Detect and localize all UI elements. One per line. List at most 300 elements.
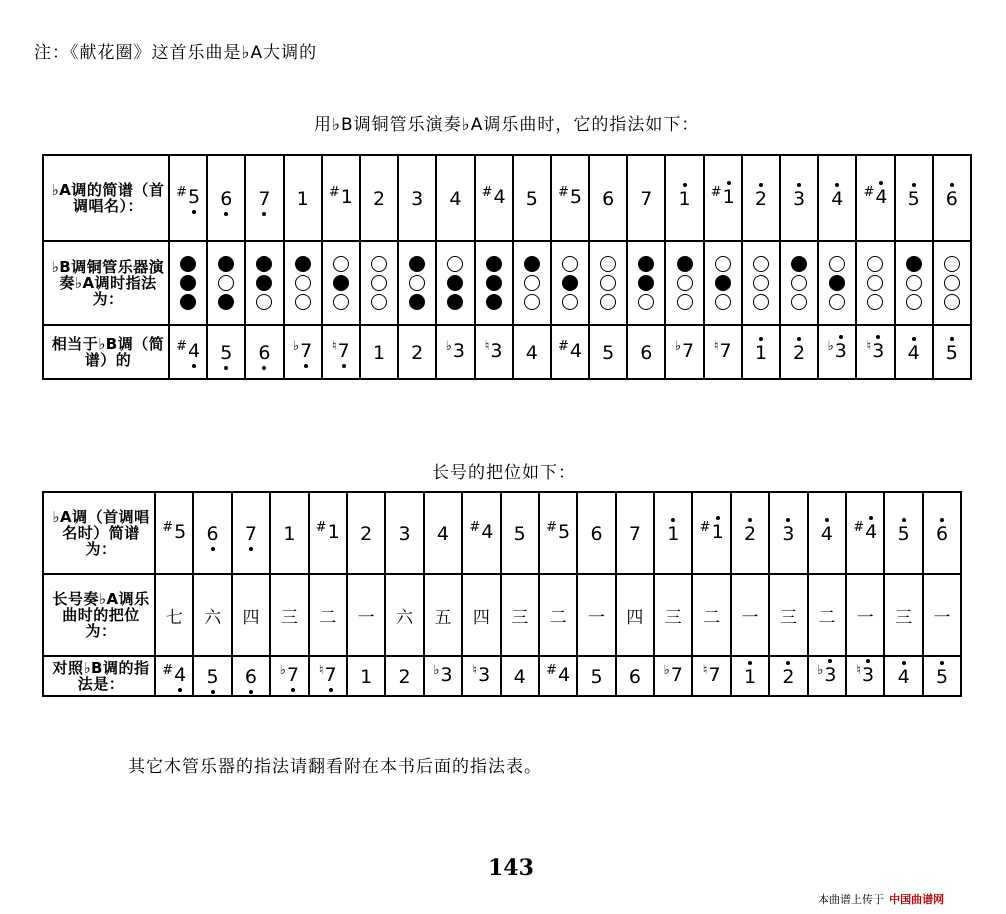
note-digit: 4 <box>821 523 833 545</box>
footer-logo: 中国曲谱网 <box>889 893 945 906</box>
note-digit: 7 <box>300 340 312 362</box>
valve-holes <box>552 256 588 310</box>
note <box>207 523 219 544</box>
valve-holes <box>514 256 550 310</box>
note-digit: 5 <box>590 665 603 688</box>
note <box>293 340 312 364</box>
note <box>602 342 614 363</box>
pressed-valve-icon <box>638 275 654 291</box>
fingering-cell <box>398 241 436 325</box>
footer-text: 本曲谱上传于 <box>818 893 884 906</box>
equivalent-cell <box>193 656 231 696</box>
equivalent-cell <box>169 325 207 379</box>
note <box>482 186 506 210</box>
note <box>856 664 874 688</box>
note-digit: 2 <box>411 341 424 364</box>
accidental: ♭ <box>674 339 682 354</box>
open-valve-icon <box>371 256 387 272</box>
note-digit: 5 <box>936 666 948 688</box>
note <box>433 664 452 688</box>
valve-holes <box>590 256 626 310</box>
valve-holes <box>323 256 359 310</box>
note <box>485 340 503 364</box>
octave-up-dot-icon <box>876 335 880 339</box>
open-valve-icon <box>829 294 845 310</box>
note-cell <box>462 492 500 574</box>
slide-position-cell: 二 <box>692 574 730 656</box>
note-digit: 6 <box>590 522 603 545</box>
note <box>469 521 493 545</box>
valve-holes <box>476 256 512 310</box>
slide-position-cell: 三 <box>270 574 308 656</box>
note-cell <box>818 155 856 241</box>
slide-position-cell: 四 <box>462 574 500 656</box>
octave-down-dot-icon <box>249 690 253 694</box>
note-cell <box>155 492 193 574</box>
octave-up-dot-icon <box>902 661 906 665</box>
note <box>946 342 958 363</box>
valve-holes <box>399 256 435 310</box>
accidental: # <box>176 185 187 200</box>
equivalent-cell <box>398 325 436 379</box>
note <box>936 523 948 544</box>
note <box>782 523 794 544</box>
octave-up-dot-icon <box>940 661 944 665</box>
slide-position-cell: 三 <box>654 574 692 656</box>
open-valve-icon <box>524 275 540 291</box>
note <box>283 523 295 544</box>
note <box>908 188 920 209</box>
equivalent-cell <box>846 656 884 696</box>
pressed-valve-icon <box>409 256 425 272</box>
octave-down-dot-icon <box>304 364 308 368</box>
note <box>558 186 582 210</box>
open-valve-icon <box>524 294 540 310</box>
note <box>744 666 756 687</box>
open-valve-icon <box>715 294 731 310</box>
note <box>703 664 721 688</box>
note <box>176 340 200 364</box>
equivalent-cell <box>665 325 703 379</box>
note-digit: 5 <box>558 521 571 543</box>
open-valve-icon <box>715 256 731 272</box>
open-valve-icon <box>562 256 578 272</box>
note <box>546 521 570 545</box>
open-valve-icon <box>333 256 349 272</box>
octave-up-dot-icon <box>950 183 954 187</box>
slide-position-cell: 一 <box>731 574 769 656</box>
note-digit: 3 <box>824 664 836 686</box>
equivalent-cell <box>513 325 551 379</box>
open-valve-icon <box>295 275 311 291</box>
note-digit: 2 <box>372 187 386 210</box>
note <box>245 666 257 687</box>
note-digit: 6 <box>245 666 257 688</box>
open-valve-icon <box>371 294 387 310</box>
equivalent-cell <box>627 325 665 379</box>
note <box>332 340 350 364</box>
note-digit: 7 <box>325 664 337 686</box>
open-valve-icon <box>791 275 807 291</box>
pressed-valve-icon <box>486 256 502 272</box>
note-cell <box>665 155 703 241</box>
note-cell <box>539 492 577 574</box>
note-cell <box>780 155 818 241</box>
note <box>558 340 582 364</box>
equivalent-cell <box>475 325 513 379</box>
octave-up-dot-icon <box>748 518 752 522</box>
open-valve-icon <box>600 294 616 310</box>
octave-down-dot-icon <box>291 688 295 692</box>
note-digit: 7 <box>719 340 732 362</box>
equivalent-cell <box>232 656 270 696</box>
equivalent-cell <box>539 656 577 696</box>
note <box>258 188 270 209</box>
note <box>472 664 490 688</box>
slide-position-cell: 二 <box>808 574 846 656</box>
equivalent-cell <box>616 656 654 696</box>
accidental: ♮ <box>472 663 478 678</box>
note-digit: 6 <box>946 188 958 210</box>
note-digit: 5 <box>513 522 526 545</box>
accidental: ♮ <box>702 663 708 678</box>
note-digit: 1 <box>372 341 386 364</box>
note-cell <box>424 492 462 574</box>
valve-holes <box>934 256 970 310</box>
note-digit: 6 <box>258 342 270 364</box>
note-digit: 6 <box>628 665 641 688</box>
accidental: ♮ <box>713 339 719 354</box>
equivalent-cell <box>270 656 308 696</box>
equivalent-cell <box>884 656 922 696</box>
octave-up-dot-icon <box>866 659 870 663</box>
note-cell <box>856 155 894 241</box>
pressed-valve-icon <box>256 256 272 272</box>
note-digit: 6 <box>640 341 653 364</box>
note <box>449 188 461 209</box>
note <box>360 666 372 687</box>
note <box>867 340 885 364</box>
note-digit: 3 <box>793 188 805 210</box>
note-cell <box>245 155 283 241</box>
note-digit: 4 <box>436 522 449 545</box>
note-digit: 7 <box>287 664 299 686</box>
octave-down-dot-icon <box>211 547 215 551</box>
octave-down-dot-icon <box>342 364 346 368</box>
accidental: # <box>469 520 481 535</box>
open-valve-icon <box>829 256 845 272</box>
valve-holes <box>781 256 817 310</box>
note-cell <box>284 155 322 241</box>
equivalent-cell <box>501 656 539 696</box>
accidental: # <box>546 663 557 678</box>
note-digit: 2 <box>398 665 411 688</box>
note <box>602 188 614 209</box>
note-cell <box>616 492 654 574</box>
open-valve-icon <box>791 294 807 310</box>
note <box>863 186 887 210</box>
accidental: # <box>710 185 722 200</box>
note-digit: 5 <box>908 188 920 210</box>
fingering-cell <box>895 241 933 325</box>
note <box>640 188 652 209</box>
accidental: # <box>699 520 711 535</box>
page-number: 143 <box>488 855 534 881</box>
note-digit: 4 <box>525 341 538 364</box>
note-cell <box>577 492 615 574</box>
note-cell <box>846 492 884 574</box>
note-cell <box>923 492 961 574</box>
open-valve-icon <box>218 275 234 291</box>
note <box>546 664 570 688</box>
note-digit: 4 <box>513 665 526 688</box>
valve-holes <box>666 256 702 310</box>
note-digit: 7 <box>670 664 683 686</box>
row-header-position: 长号奏♭A调乐曲时的把位为： <box>43 574 155 656</box>
accidental: ♭ <box>663 663 670 678</box>
note-digit: 4 <box>188 340 200 362</box>
equivalent-cell <box>360 325 398 379</box>
note-cell <box>895 155 933 241</box>
open-valve-icon <box>944 294 960 310</box>
note-digit: 7 <box>640 187 653 210</box>
octave-down-dot-icon <box>249 547 253 551</box>
note-digit: 2 <box>755 188 767 210</box>
note-digit: 5 <box>188 186 200 208</box>
valve-holes <box>208 256 244 310</box>
octave-up-dot-icon <box>912 183 916 187</box>
note-digit: 5 <box>569 186 582 208</box>
pressed-valve-icon <box>333 275 349 291</box>
note <box>629 666 641 687</box>
note <box>207 666 219 687</box>
note-digit: 4 <box>174 664 186 686</box>
open-valve-icon <box>562 294 578 310</box>
note <box>793 188 805 209</box>
note <box>898 523 910 544</box>
note-digit: 3 <box>862 664 874 686</box>
accidental: # <box>557 339 569 354</box>
equivalent-cell <box>462 656 500 696</box>
accidental: ♭ <box>445 339 452 354</box>
note-digit: 4 <box>908 342 920 364</box>
accidental: ♭ <box>433 663 440 678</box>
fingering-cell <box>551 241 589 325</box>
note-cell <box>513 155 551 241</box>
note-digit: 4 <box>569 340 582 362</box>
octave-down-dot-icon <box>224 366 228 370</box>
fingering-cell <box>704 241 742 325</box>
note-digit: 3 <box>478 664 491 686</box>
pressed-valve-icon <box>447 294 463 310</box>
row-header-fingering: ♭B调铜管乐器演奏♭A调时指法为： <box>43 241 169 325</box>
equivalent-cell <box>818 325 856 379</box>
slide-position-cell: 七 <box>155 574 193 656</box>
equivalent-cell <box>933 325 971 379</box>
pressed-valve-icon <box>486 294 502 310</box>
pressed-valve-icon <box>638 256 654 272</box>
equivalent-cell <box>780 325 818 379</box>
note <box>793 342 805 363</box>
note-line: 注：《献花圈》这首乐曲是♭A大调的 <box>34 43 318 63</box>
slide-position-cell: 三 <box>501 574 539 656</box>
open-valve-icon <box>333 294 349 310</box>
equivalent-cell <box>207 325 245 379</box>
note-cell <box>808 492 846 574</box>
octave-up-dot-icon <box>879 181 883 185</box>
note-digit: 3 <box>452 340 466 362</box>
equivalent-cell <box>436 325 474 379</box>
note-cell <box>731 492 769 574</box>
accidental: ♮ <box>318 663 324 678</box>
note-digit: 3 <box>490 340 503 362</box>
note-cell <box>193 492 231 574</box>
note-digit: 4 <box>875 186 887 208</box>
slide-position-cell: 一 <box>923 574 961 656</box>
equivalent-cell <box>731 656 769 696</box>
note <box>675 340 694 364</box>
note <box>908 342 920 363</box>
fingering-cell <box>436 241 474 325</box>
equivalent-cell <box>424 656 462 696</box>
note-digit: 5 <box>207 666 219 688</box>
equivalent-cell <box>692 656 730 696</box>
equivalent-cell <box>589 325 627 379</box>
note-digit: 5 <box>602 341 615 364</box>
open-valve-icon <box>867 256 883 272</box>
octave-down-dot-icon <box>192 364 196 368</box>
note-digit: 3 <box>872 340 884 362</box>
octave-up-dot-icon <box>683 183 687 187</box>
fingering-cell <box>322 241 360 325</box>
open-valve-icon <box>753 275 769 291</box>
note-digit: 5 <box>898 523 910 545</box>
row-header-equivalent: 对照♭B调的指法是： <box>43 656 155 696</box>
octave-up-dot-icon <box>759 337 763 341</box>
pressed-valve-icon <box>256 275 272 291</box>
pressed-valve-icon <box>486 275 502 291</box>
pressed-valve-icon <box>295 256 311 272</box>
note <box>817 664 836 688</box>
note <box>744 523 756 544</box>
equivalent-cell <box>577 656 615 696</box>
slide-position-cell: 六 <box>193 574 231 656</box>
octave-up-dot-icon <box>759 183 763 187</box>
accidental: # <box>481 185 493 200</box>
octave-up-dot-icon <box>828 659 832 663</box>
note-digit: 4 <box>865 521 877 543</box>
note <box>297 188 309 209</box>
note <box>678 188 690 209</box>
fingering-cell <box>856 241 894 325</box>
note <box>590 666 602 687</box>
octave-up-dot-icon <box>716 516 720 520</box>
note-digit: 5 <box>946 342 958 364</box>
fingering-cell <box>933 241 971 325</box>
slide-position-cell: 一 <box>846 574 884 656</box>
note-cell <box>692 492 730 574</box>
note <box>526 188 538 209</box>
note-digit: 7 <box>245 523 257 545</box>
open-valve-icon <box>638 294 654 310</box>
note <box>220 188 232 209</box>
note <box>373 188 385 209</box>
fingering-cell <box>665 241 703 325</box>
octave-up-dot-icon <box>825 518 829 522</box>
accidental: ♮ <box>484 339 490 354</box>
note <box>398 523 410 544</box>
slide-position-cell: 四 <box>616 574 654 656</box>
fingering-table <box>42 154 972 380</box>
pressed-valve-icon <box>524 256 540 272</box>
octave-down-dot-icon <box>329 688 333 692</box>
pressed-valve-icon <box>180 294 196 310</box>
note <box>711 186 735 210</box>
slide-position-cell: 三 <box>884 574 922 656</box>
octave-up-dot-icon <box>839 335 843 339</box>
note-digit: 4 <box>493 186 506 208</box>
row-header-notes: ♭A调的简谱（首调唱名）： <box>43 155 169 241</box>
open-valve-icon <box>409 275 425 291</box>
note-digit: 6 <box>936 523 948 545</box>
note <box>514 523 526 544</box>
valve-holes <box>361 256 397 310</box>
open-valve-icon <box>600 275 616 291</box>
pressed-valve-icon <box>218 256 234 272</box>
note-cell <box>207 155 245 241</box>
slide-position-cell: 四 <box>232 574 270 656</box>
equivalent-cell <box>155 656 193 696</box>
octave-up-dot-icon <box>797 183 801 187</box>
slide-position-cell: 二 <box>309 574 347 656</box>
open-valve-icon <box>600 256 616 272</box>
accidental: ♭ <box>279 663 286 678</box>
open-valve-icon <box>447 256 463 272</box>
note-digit: 1 <box>283 522 296 545</box>
fingering-cell <box>169 241 207 325</box>
note-digit: 1 <box>712 521 724 543</box>
accidental: # <box>315 520 327 535</box>
note <box>821 523 833 544</box>
trombone-position-table <box>42 491 962 697</box>
note <box>629 523 641 544</box>
valve-holes <box>437 256 473 310</box>
note-digit: 1 <box>667 523 679 545</box>
note-digit: 4 <box>449 187 462 210</box>
note-cell <box>501 492 539 574</box>
table2-title: 长号的把位如下： <box>432 463 576 483</box>
note-digit: 1 <box>678 188 690 210</box>
note <box>700 521 724 545</box>
note-digit: 1 <box>327 521 340 543</box>
note <box>590 523 602 544</box>
note-digit: 5 <box>174 521 187 543</box>
valve-holes <box>246 256 282 310</box>
note-digit: 3 <box>440 664 453 686</box>
pressed-valve-icon <box>562 275 578 291</box>
note-digit: 5 <box>220 342 232 364</box>
valve-holes <box>285 256 321 310</box>
note-cell <box>398 155 436 241</box>
valve-holes <box>170 256 206 310</box>
valve-holes <box>857 256 893 310</box>
note <box>319 664 337 688</box>
note-digit: 1 <box>360 665 373 688</box>
note <box>782 666 794 687</box>
note <box>514 666 526 687</box>
equivalent-cell <box>895 325 933 379</box>
octave-down-dot-icon <box>211 690 215 694</box>
